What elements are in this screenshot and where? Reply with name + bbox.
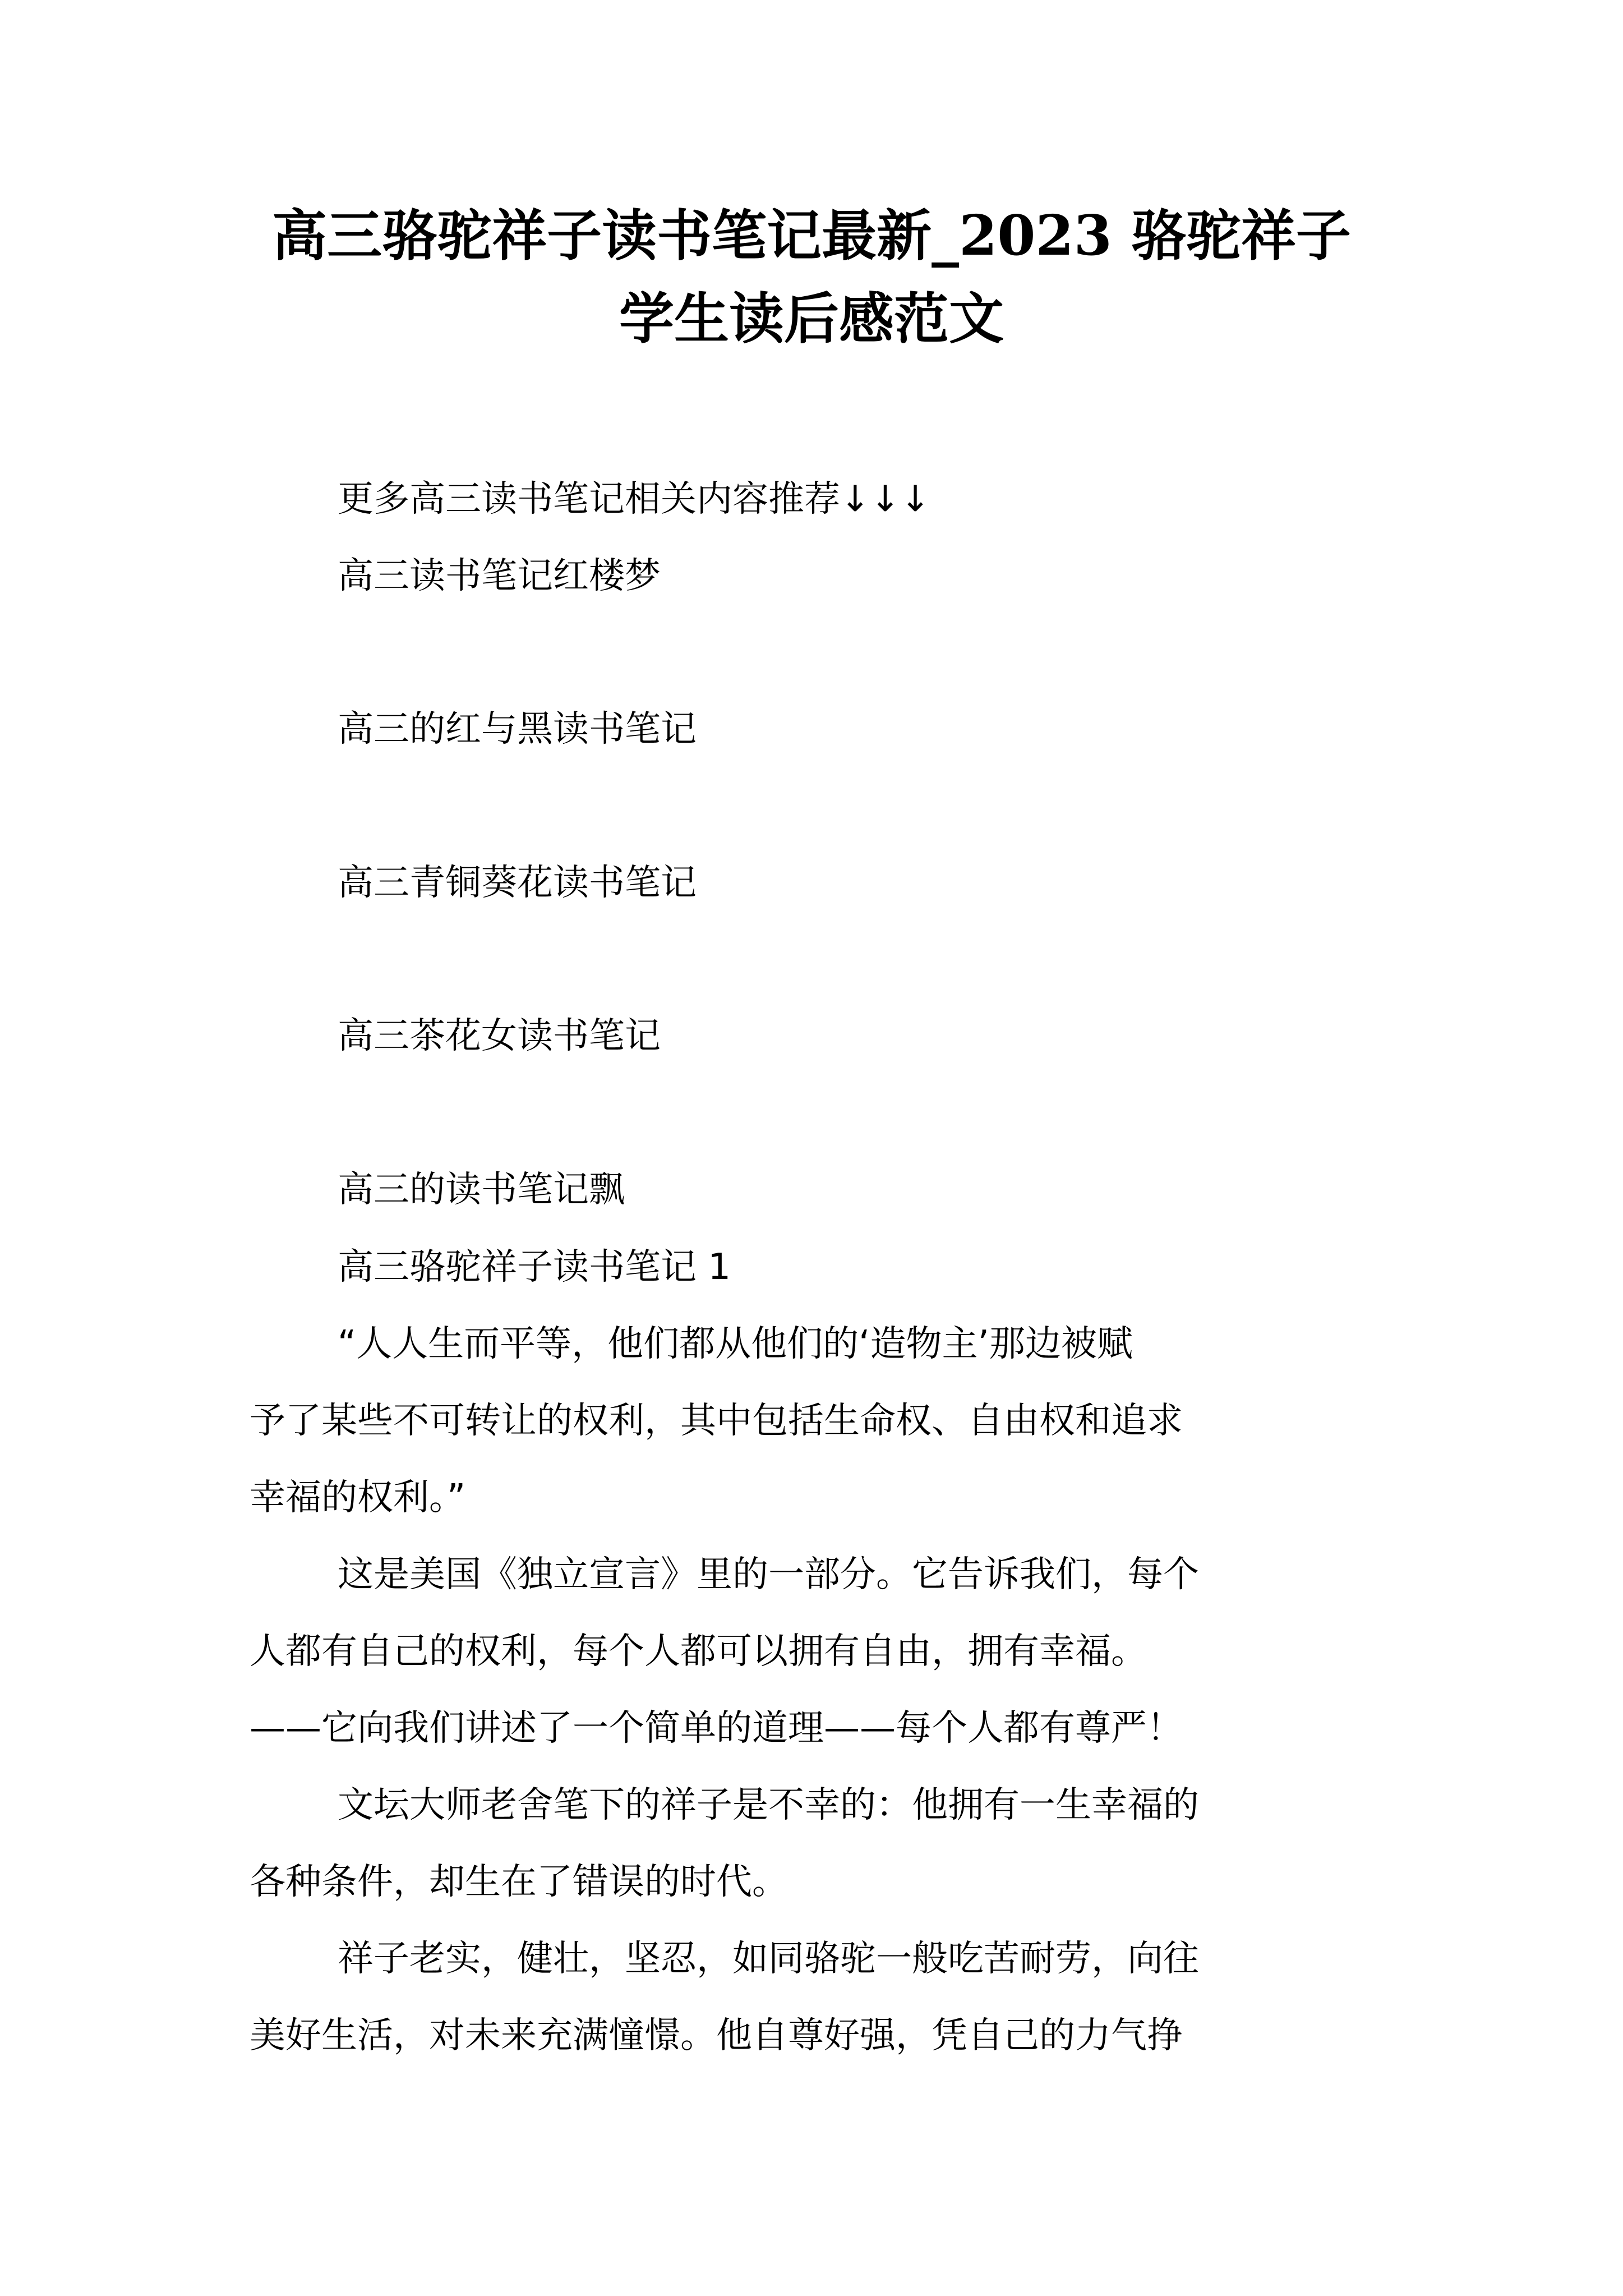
recommend-link[interactable]: 高三的读书笔记飘 <box>338 1169 625 1211</box>
document-title-line-2: 学生读后感范文 <box>619 287 1004 351</box>
paragraph-line: ——它向我们讲述了一个简单的道理——每个人都有尊严！ <box>250 1708 1183 1749</box>
paragraph-line: 这是美国《独立宣言》里的一部分。它告诉我们，每个 <box>338 1554 1199 1595</box>
recommend-header: 更多高三读书笔记相关内容推荐↓↓↓ <box>338 478 930 520</box>
recommend-link[interactable]: 高三青铜葵花读书笔记 <box>338 862 697 904</box>
paragraph-line: 文坛大师老舍笔下的祥子是不幸的：他拥有一生幸福的 <box>338 1784 1199 1826</box>
paragraph-line: “人人生而平等，他们都从他们的‘造物主’那边被赋 <box>338 1323 1133 1365</box>
paragraph-line: 各种条件，却生在了错误的时代。 <box>250 1861 788 1903</box>
paragraph-line: 人都有自己的权利，每个人都可以拥有自由，拥有幸福。 <box>250 1631 1147 1672</box>
paragraph-line: 祥子老实，健壮，坚忍，如同骆驼一般吃苦耐劳，向往 <box>338 1938 1199 1980</box>
recommend-link[interactable]: 高三茶花女读书笔记 <box>338 1015 661 1057</box>
recommend-link[interactable]: 高三读书笔记红楼梦 <box>338 555 661 597</box>
recommend-link[interactable]: 高三的红与黑读书笔记 <box>338 708 697 750</box>
paragraph-line: 予了某些不可转让的权利，其中包括生命权、自由权和追求 <box>250 1400 1183 1442</box>
paragraph-line: 美好生活，对未来充满憧憬。他自尊好强，凭自己的力气挣 <box>250 2015 1183 2056</box>
section-title: 高三骆驼祥子读书笔记 1 <box>338 1246 731 1288</box>
document-title-line-1: 高三骆驼祥子读书笔记最新_2023 骆驼祥子 <box>272 204 1351 268</box>
paragraph-line: 幸福的权利。” <box>250 1477 466 1519</box>
